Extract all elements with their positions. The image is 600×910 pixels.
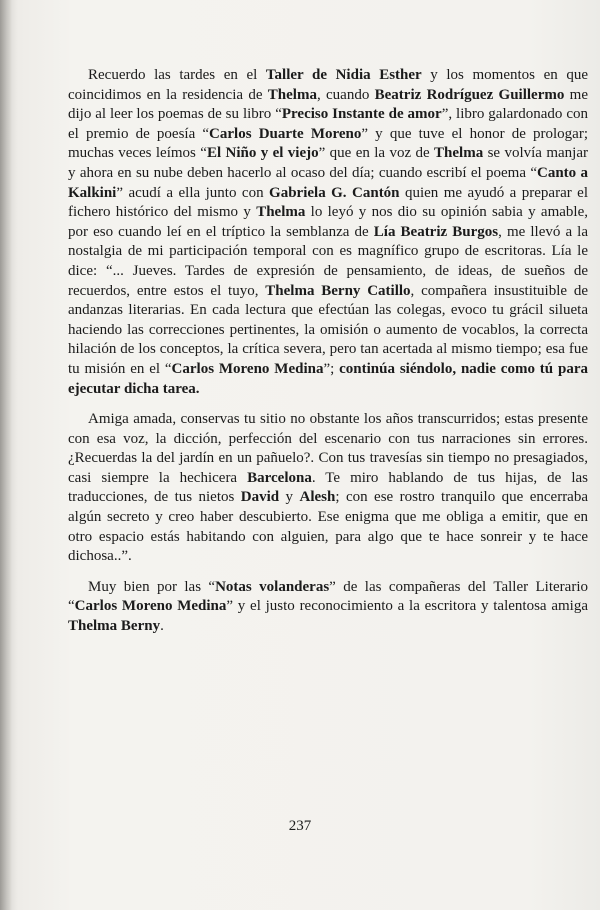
text-run: y los momentos en que coincidimos en la residencia de [68, 67, 588, 103]
bold-text-run: Thelma Berny Catillo [265, 282, 411, 299]
bold-text-run: Gabriela G. Cantón [269, 184, 400, 201]
text-run: , compañera insustituible de andanzas literarias. En cada lectura que efectúan las colegas, evoco tu grácil silueta haciendo las correcciones pertinentes, la omisión o aumento de vocablos, la correcta hilación de los conceptos, la crítica severa, pero tan acertada al mismo tiempo; esa fue tu misión en el “ [68, 282, 588, 377]
bold-text-run: Lía Beatriz Burgos [373, 223, 499, 240]
text-run: ” que en la voz de [318, 145, 435, 162]
bold-text-run: Thelma Berny [68, 618, 161, 635]
text-run: quien me ayudó a preparar el fichero histórico del mismo y [68, 184, 588, 221]
text-run: ”, libro galardonado con el premio de poesía “ [68, 106, 589, 142]
bold-text-run: Alesh [299, 489, 336, 506]
text-run: . [160, 618, 164, 635]
page-number: 237 [288, 818, 312, 834]
bold-text-run: Canto a Kalkini [68, 164, 588, 201]
text-run: y [279, 489, 300, 506]
bold-text-run: Thelma [267, 86, 317, 103]
bold-text-run: David [240, 489, 280, 506]
bold-text-run: Carlos Duarte Moreno [209, 125, 362, 142]
bold-text-run: continúa siéndolo, nadie como tú para ejecutar dicha tarea. [68, 360, 588, 397]
paragraph-1 [68, 66, 588, 399]
text-run: ” acudí a ella junto con [116, 184, 270, 201]
bold-text-run: Notas volanderas [215, 578, 330, 595]
text-run: Muy bien por las “ [88, 578, 216, 595]
text-run: . Te miro hablando de tus hijas, de las traducciones, de tus nietos [68, 469, 588, 506]
text-run: ; con ese rostro tranquilo que encerraba algún secreto y creo haber descubierto. Ese enigma que me obliga a emitir, que en otro espacio estás habitando con alguien, para algo que te hace sonreir y te hace dichosa..”. [68, 489, 589, 565]
text-run: ” de las compañeras del Taller Literario “ [68, 578, 588, 615]
text-run: Recuerdo las tardes en el [88, 67, 266, 83]
bold-text-run: Beatriz Rodríguez Guillermo [374, 86, 565, 103]
text-run: ”; [323, 360, 340, 377]
text-run: lo leyó y nos dio su opinión sabia y amable, por eso cuando leí en el tríptico la semblanza de [68, 204, 588, 240]
page-gutter-shadow [0, 0, 12, 910]
text-run: se volvía manjar y ahora en su nube deben hacerlo al ocaso del día; cuando escribí el poema “ [68, 145, 588, 181]
paragraph-2 [68, 410, 588, 567]
text-run: me dijo al leer los poemas de su libro “ [68, 86, 588, 123]
paragraph-3 [68, 578, 588, 637]
text-run: , me llevó a la nostalgia de mi participación temporal con es magnífico grupo de escritoras. Lía le dice: “... Jueves. Tardes de expresión de pensamiento, de ideas, de sueños de recuerdos, entre estos el tuyo, [68, 223, 589, 299]
bold-text-run: Thelma [434, 145, 484, 162]
text-run: Amiga amada, conservas tu sitio no obstante los años transcurridos; estas presente con esa voz, la dicción, perfección del escenario con tus narraciones sin errores. ¿Recuerdas la del jardín en un pañuelo?. Con tus travesías sin tiempo no presagiados, casi siempre la hechicera [68, 411, 588, 486]
bold-text-run: El Niño y el viejo [206, 145, 319, 162]
bold-text-run: Barcelona [247, 469, 312, 486]
body-text [68, 66, 588, 648]
text-run: ” y el justo reconocimiento a la escritora y talentosa amiga [226, 598, 588, 615]
bold-text-run: Thelma [256, 204, 306, 221]
bold-text-run: Carlos Moreno Medina [171, 360, 324, 377]
text-run: , cuando [316, 86, 375, 103]
bold-text-run: Carlos Moreno Medina [74, 598, 227, 615]
bold-text-run: Taller de Nidia Esther [265, 67, 422, 83]
text-run: ” y que tuve el honor de prologar; muchas veces leímos “ [68, 125, 589, 162]
bold-text-run: Preciso Instante de amor [281, 106, 442, 123]
